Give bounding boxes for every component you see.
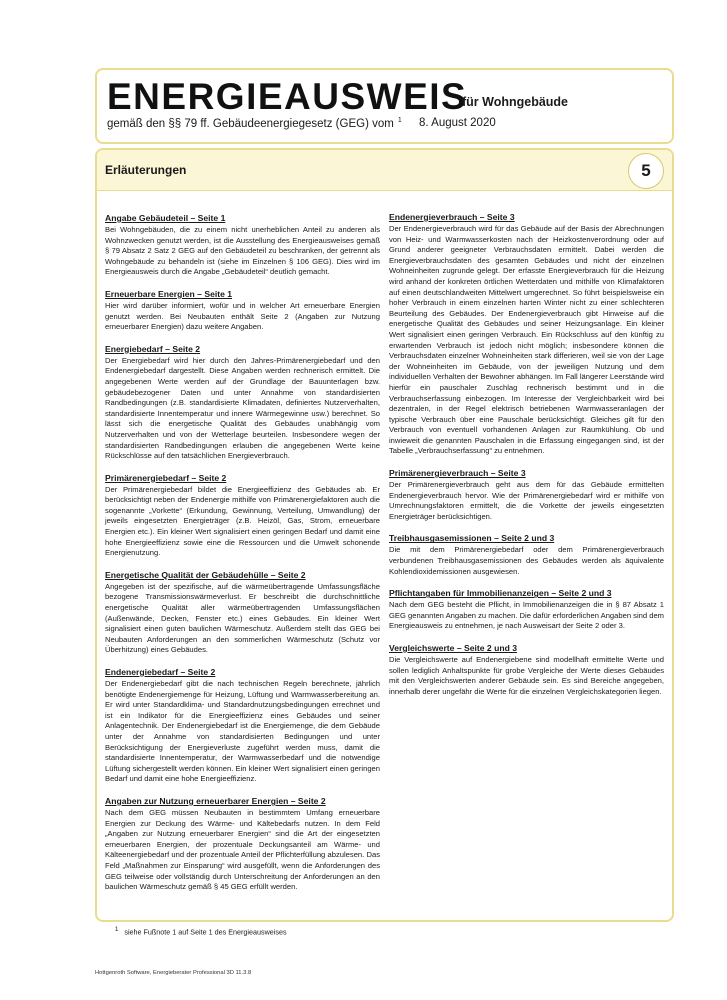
issue-date: 8. August 2020 bbox=[419, 117, 496, 129]
document-title: ENERGIEAUSWEIS bbox=[107, 76, 468, 117]
explanation-block bbox=[105, 289, 380, 333]
block-text: Nach dem GEG müssen Neubauten in bestimmtem Umfang erneuerbare Energien zur Deckung des Wärme- und Kältebedarfs nutzen. In dem Feld „Angaben zur Nutzung erneuerbarer Energien“ sind die Art der eingesetzten erneuerbaren Energien, der prozentuale Deckungsanteil am Wärme- und Kälteenergiebedarf und der prozentuale Anteil der Pflichterfüllung abzulesen. Das Feld „Maßnahmen zur Einsparung“ wird ausgefüllt, wenn die Anforderungen des GEG teilweise oder vollständig durch Unterschreitung der Anforderungen an den baulichen Wärmeschutz gemäß § 45 GEG erfüllt werden. bbox=[105, 807, 380, 892]
block-heading: Endenergieverbrauch – Seite 3 bbox=[389, 212, 515, 222]
software-note: Hottgenroth Software, Energieberater Professional 3D 11.3.8 bbox=[95, 970, 252, 976]
section-header bbox=[97, 150, 672, 191]
legal-basis bbox=[107, 117, 402, 130]
explanation-block bbox=[389, 643, 664, 697]
block-heading: Endenergiebedarf – Seite 2 bbox=[105, 667, 216, 677]
explanation-block bbox=[105, 667, 380, 785]
header-box bbox=[95, 68, 674, 144]
footnote-marker: 1 bbox=[115, 927, 119, 933]
block-heading: Primärenergiebedarf – Seite 2 bbox=[105, 472, 227, 483]
explanation-block bbox=[105, 570, 380, 656]
block-text: Der Primärenergiebedarf bildet die Energieeffizienz des Gebäudes ab. Er berücksichtigt neben der Endenergie mithilfe von Primärenergiefaktoren auch die sogenannte „Vorkette“ (Erkundung, Gewinnung, Verteilung, Umwandlung) der jeweils eingesetzten Energieträger (z.B. Heizöl, Gas, Strom, erneuerbare Energien etc.). Ein kleiner Wert signalisiert einen geringen Bedarf und damit eine hohe Energieeffizienz sowie eine die Ressourcen und die Umwelt schonende Energienutzung. bbox=[105, 484, 380, 558]
explanation-block bbox=[105, 473, 380, 559]
block-text: Der Primärenergieverbrauch geht aus dem für das Gebäude ermittelten Endenergieverbrauch hervor. Wie der Primärenergiebedarf wird er mithilfe von Umrechnungsfaktoren ermittelt, die die Vorkette der jeweils eingesetzten Energieträger berücksichtigen. bbox=[389, 480, 664, 521]
block-heading: Erneuerbare Energien – Seite 1 bbox=[105, 288, 233, 299]
block-heading: Primärenergieverbrauch – Seite 3 bbox=[389, 468, 526, 479]
block-text: Angegeben ist der spezifische, auf die wärmeübertragende Umfassungsfläche bezogene Transmissionswärmeverlust. Er beschreibt die durchschnittliche energetische Qualität aller wärmeübertragenden Umfassungsflächen (Außenwände, Decken, Fenster etc.) eines Gebäudes. Ein kleiner Wert signalisiert einen guten baulichen Wärmeschutz. Außerdem stellt das GEG bei Neubauten Anforderungen an den sommerlichen Wärmeschutz (Schutz vor Überhitzung) eines Gebäudes. bbox=[105, 581, 380, 655]
block-text: Der Energiebedarf wird hier durch den Jahres-Primärenergiebedarf und den Endenergiebedarf dargestellt. Diese Angaben werden rechnerisch ermittelt. Die angegebenen Werte werden auf der Grundlage der Bauunterlagen bzw. gebäudebezogener Daten und unter Annahme von standardisierten Randbedingungen (z.B. standardisierte Klimadaten, definiertes Nutzerverhalten, standardisierte Innentemperatur und innere Wärmegewinne usw.) berechnet. So lässt sich die energetische Qualität des Gebäudes unabhängig vom Nutzerverhalten und von der Wetterlage beurteilen. Insbesondere wegen der standardisierten Randbedingungen erlauben die angegebenen Werte keine Rückschlüsse auf den tatsächlichen Energieverbrauch. bbox=[105, 355, 380, 461]
block-heading: Vergleichswerte – Seite 2 und 3 bbox=[389, 643, 518, 653]
explanation-block bbox=[389, 212, 664, 457]
explanation-block bbox=[105, 344, 380, 462]
block-text: Hier wird darüber informiert, wofür und in welcher Art erneuerbare Energien genutzt werden. Bei Neubauten enthält Seite 2 (Angaben zur Nutzung erneuerbarer Energien) dazu weitere Angaben. bbox=[105, 300, 380, 332]
footnote-text: siehe Fußnote 1 auf Seite 1 des Energieausweises bbox=[124, 927, 287, 937]
block-heading: Energetische Qualität der Gebäudehülle – Seite 2 bbox=[105, 569, 306, 580]
content-box bbox=[95, 148, 674, 922]
block-text: Nach dem GEG besteht die Pflicht, in Immobilienanzeigen die in § 87 Absatz 1 GEG genannten Angaben zu machen. Die dafür erforderlichen Angaben sind dem Energieausweis zu entnehmen, je nach Ausweisart der Seite 2 oder 3. bbox=[389, 600, 664, 631]
footnote-reference: 1 bbox=[397, 117, 402, 124]
block-text: Die mit dem Primärenergiebedarf oder dem Primärenergieverbrauch verbundenen Treibhausgasemissionen des Gebäudes werden als äquivalente Kohlendioxidemissionen ausgewiesen. bbox=[389, 545, 664, 576]
block-text: Die Vergleichswerte auf Endenergiebene sind modellhaft ermittelte Werte und sollen lediglich Anhaltspunkte für grobe Vergleiche der Werte dieses Gebäudes mit den Vergleichswerten anderer Gebäude sein. Es sind Bereiche angegeben, innerhalb derer ungefähr die Werte für die einzelnen Vergleichskategorien liegen. bbox=[389, 655, 664, 696]
legal-basis-text: gemäß den §§ 79 ff. Gebäudeenergiegesetz (GEG) vom bbox=[107, 117, 394, 130]
block-heading: Treibhausgasemissionen – Seite 2 und 3 bbox=[389, 533, 555, 544]
page-number-badge: 5 bbox=[628, 153, 664, 189]
block-heading: Angaben zur Nutzung erneuerbarer Energien – Seite 2 bbox=[105, 795, 326, 806]
block-text: Der Endenergieverbrauch wird für das Gebäude auf der Basis der Abrechnungen von Heiz- und Warmwasserkosten nach der Heizkostenverordnung oder auf Grund anderer geeigneter Verbrauchsdaten ermittelt. Dabei werden die Energieverbrauchsdaten des gesamten Gebäudes und nicht der einzelnen Wohneinheiten zugrunde gelegt. Der erfasste Energieverbrauch für die Heizung wird anhand der konkreten örtlichen Wetterdaten und mithilfe von Klimafaktoren auf einen deutschlandweiten Mittelwert umgerechnet. So führt beispielsweise ein hoher Verbrauch in einem einzelnen harten Winter nicht zu einer schlechteren Beurteilung des Gebäudes. Der Endenergieverbrauch gibt Hinweise auf die energetische Qualität des Gebäudes und seiner Heizungsanlage. Ein kleiner Wert signalisiert einen geringen Verbrauch. Ein Rückschluss auf den künftig zu erwartenden Verbrauch ist jedoch nicht möglich; insbesondere können die Verbrauchsdaten einzelner Wohneinheiten stark differieren, weil sie von der Lage der Wohneinheiten im Gebäude, von der jeweiligen Nutzung und dem individuellen Verhalten der Bewohner abhängen. Im Fall längerer Leerstände wird hierfür ein pauschaler Zuschlag rechnerisch bestimmt und in die Verbrauchserfassung einbezogen. Im Interesse der Vergleichbarkeit wird bei dezentralen, in der Regel elektrisch betriebenen Warmwasseranlagen der typische Verbrauch über eine Pauschale berücksichtigt. Gleiches gilt für den Verbrauch von eventuell vorhandenen Anlagen zur Raumkühlung. Ob und inwieweit die genannten Pauschalen in die Erfassung eingegangen sind, ist der Tabelle „Verbrauchserfassung“ zu entnehmen. bbox=[389, 224, 664, 456]
footnote bbox=[115, 927, 287, 936]
explanation-block bbox=[389, 468, 664, 522]
block-text: Bei Wohngebäuden, die zu einem nicht unerheblichen Anteil zu anderen als Wohnzwecken genutzt werden, ist die Ausstellung des Energieausweises gemäß § 79 Absatz 2 Satz 2 GEG auf den Gebäudeteil zu beschranken, der getrennt als Wohngebäude zu behandeln ist (siehe im Einzelnen § 106 GEG). Dies wird im Energieausweis durch die Angabe „Gebäudeteil“ deutlich gemacht. bbox=[105, 225, 380, 277]
block-heading: Angabe Gebäudeteil – Seite 1 bbox=[105, 213, 226, 223]
document-subtitle: für Wohngebäude bbox=[462, 95, 569, 109]
section-title: Erläuterungen bbox=[105, 163, 187, 177]
explanation-block bbox=[105, 796, 380, 893]
explanation-block bbox=[105, 213, 380, 278]
left-column bbox=[105, 213, 380, 904]
explanation-block bbox=[389, 533, 664, 577]
block-heading: Pflichtangaben für Immobilienanzeigen – Seite 2 und 3 bbox=[389, 588, 612, 599]
right-column bbox=[389, 212, 664, 708]
block-heading: Energiebedarf – Seite 2 bbox=[105, 343, 201, 354]
block-text: Der Endenergiebedarf gibt die nach technischen Regeln berechnete, jährlich benötigte Endenergiemenge für Heizung, Lüftung und Warmwasserbereitung an. Er wird unter Standardklima- und Standardnutzungsbedingungen errechnet und ist ein Indikator für die Energieeffizienz eines Gebäudes und seiner Anlagentechnik. Der Endenergiebedarf ist die Energiemenge, die dem Gebäude unter der Annahme von standardisierten Bedingungen und unter Berücksichtigung der Energieverluste zugeführt werden muss, damit die standardisierte Innentemperatur, der Warmwasserbedarf und die notwendige Lüftung sichergestellt werden können. Ein kleiner Wert signalisiert einen geringen Bedarf und damit eine hohe Energieeffizienz. bbox=[105, 679, 380, 784]
explanation-block bbox=[389, 588, 664, 632]
